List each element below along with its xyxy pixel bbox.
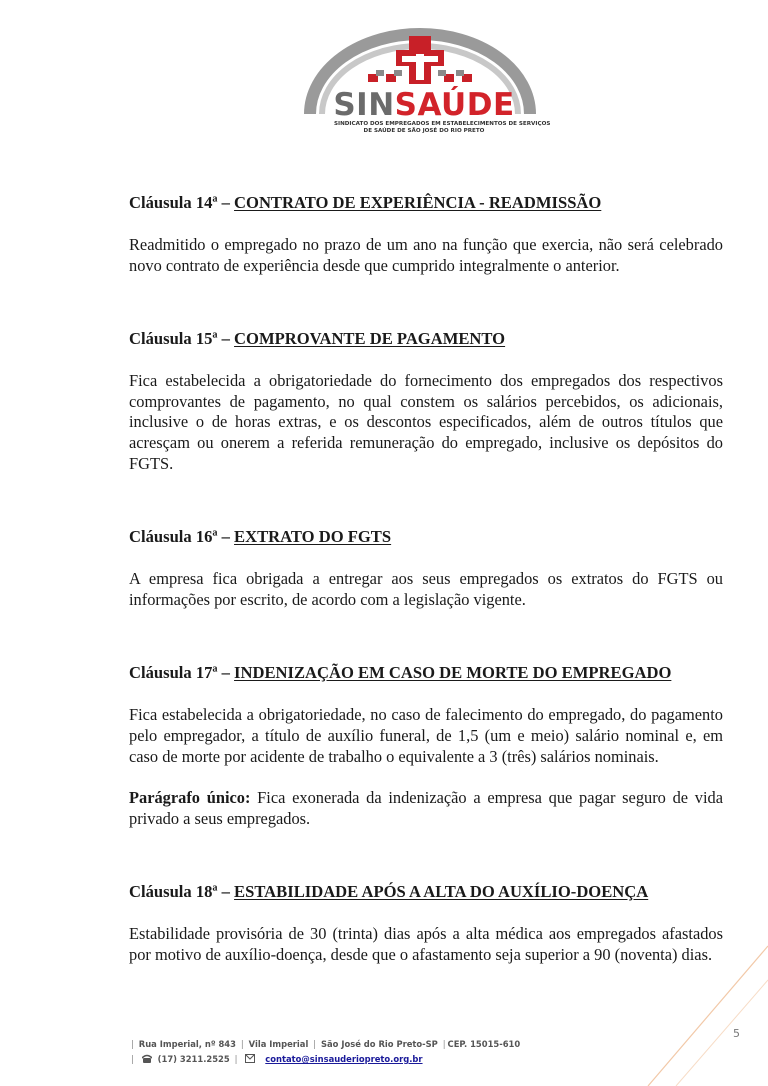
clause-17-text: Fica estabelecida a obrigatoriedade, no caso de falecimento do empregado, do pagamento pelo empregador, a título de auxílio funeral, de 1,5 (um e meio) salário nominal e, em caso de morte por acidente de trabalho o equivalente a 3 (três) salários nominais. xyxy=(129,705,723,766)
footer-contact-line: | (17) 3211.2525 | contato@sinsauderiopreto.org.br xyxy=(131,1054,423,1064)
logo-subtitle-line2: DE SAÚDE DE SÃO JOSÉ DO RIO PRETO xyxy=(363,128,485,134)
clause-15-text: Fica estabelecida a obrigatoriedade do fornecimento dos empregados dos respectivos comprovantes de pagamento, no qual constem os salários percebidos, os adicionais, inclusive o de horas extras, e os descontos especificados, além de outros títulos que acresçam ou onerem a referida remuneração do empregado, inclusive os depósitos do FGTS. xyxy=(129,371,723,473)
footer-district: Vila Imperial xyxy=(248,1039,309,1049)
phone-icon xyxy=(142,1054,152,1063)
clause-14-heading: Cláusula 14ª – CONTRATO DE EXPERIÊNCIA - READMISSÃO xyxy=(129,193,602,212)
footer-email-link[interactable]: contato@sinsauderiopreto.org.br xyxy=(265,1054,423,1064)
footer-city: São José do Rio Preto-SP xyxy=(320,1039,438,1049)
footer-address-line: | Rua Imperial, nº 843 | Vila Imperial | São José do Rio Preto-SP | CEP. 15015-610 xyxy=(131,1039,521,1049)
page-footer xyxy=(129,1037,520,1067)
sole-paragraph-text: Fica exonerada da indenização a empresa que pagar seguro de vida privado a seus empregados. xyxy=(129,788,723,828)
clause-16-text: A empresa fica obrigada a entregar aos seus empregados os extratos do FGTS ou informações por escrito, de acordo com a legislação vigente. xyxy=(129,569,723,609)
clause-18-heading: Cláusula 18ª – ESTABILIDADE APÓS A ALTA DO AUXÍLIO-DOENÇA xyxy=(129,882,649,902)
footer-phone: (17) 3211.2525 xyxy=(157,1054,230,1064)
clause-18-text: Estabilidade provisória de 30 (trinta) dias após a alta médica aos empregados afastados por motivo de auxílio-doença, desde que o afastamento seja superior a 90 (noventa) dias. xyxy=(129,924,723,964)
clause-16-heading: Cláusula 16ª – EXTRATO DO FGTS xyxy=(129,527,392,547)
footer-address: Rua Imperial, nº 843 xyxy=(138,1039,236,1049)
clause-15-heading: Cláusula 15ª – COMPROVANTE DE PAGAMENTO xyxy=(129,329,506,349)
footer-cep: CEP. 15015-610 xyxy=(447,1039,521,1049)
sole-paragraph-label: Parágrafo único: xyxy=(129,788,251,808)
page-number: 5 xyxy=(733,1027,740,1040)
sinsaude-logo xyxy=(300,24,551,136)
email-icon xyxy=(245,1054,255,1063)
clause-17-heading: Cláusula 17ª – INDENIZAÇÃO EM CASO DE MORTE DO EMPREGADO xyxy=(129,663,672,683)
logo-subtitle-line1: SINDICATO DOS EMPREGADOS EM ESTABELECIMENTOS DE SERVIÇOS xyxy=(334,121,551,127)
clause-17-sole-paragraph xyxy=(129,788,723,829)
document-body xyxy=(129,192,723,1018)
clause-14-text: Readmitido o empregado no prazo de um ano na função que exercia, não será celebrado novo contrato de experiência desde que cumprido integralmente o anterior. xyxy=(129,235,723,275)
logo-wordmark: SINSAÚDE xyxy=(333,87,515,123)
